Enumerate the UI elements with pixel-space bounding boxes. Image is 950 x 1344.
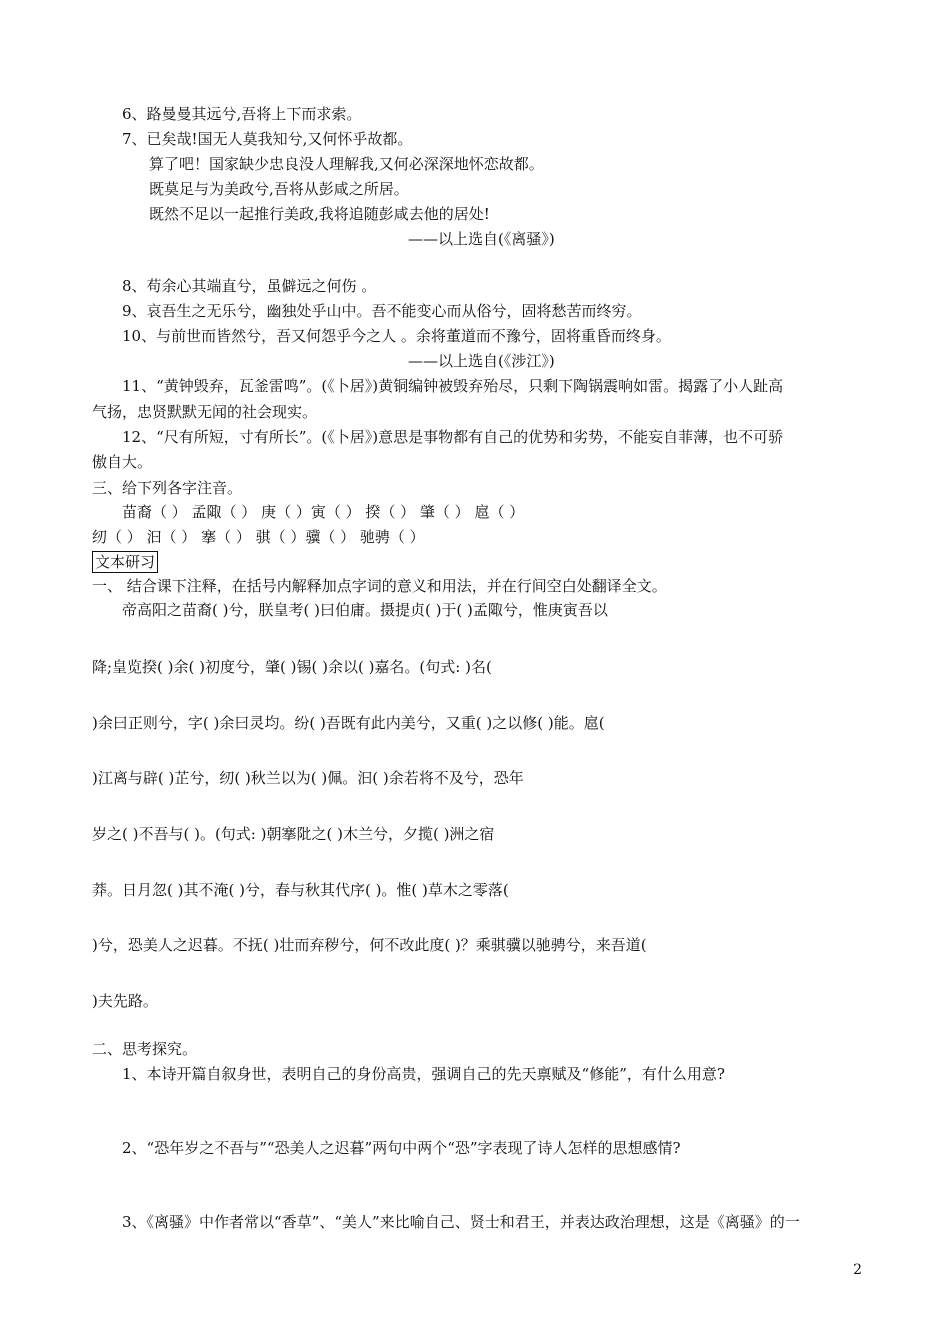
source-shejiang: ——以上选自(《涉江》) [408,352,555,370]
section-two-heading: 二、思考探究。 [92,1040,198,1058]
section-three-heading: 三、给下列各字注音。 [92,479,243,497]
pinyin-row-1: 苗裔（ ） 孟陬（ ） 庚（ ）寅（ ） 揆（ ） 肇（ ） 扈（ ） [122,503,525,521]
line-12-cont: 傲自大。 [92,453,153,471]
passage-line-1: 帝高阳之苗裔( )兮，朕皇考( )曰伯庸。摄提贞( )于( )孟陬兮，惟庚寅吾以 [122,601,608,619]
line-7-cont-translation: 既然不足以一起推行美政,我将追随彭咸去他的居处! [149,205,490,223]
page-number: 2 [853,1262,862,1278]
line-7-cont: 既莫足与为美政兮,吾将从彭咸之所居。 [149,180,409,198]
line-12: 12、“尺有所短，寸有所长”。(《卜居》)意思是事物都有自己的优势和劣势，不能妄自菲薄，也不可骄 [122,428,784,446]
question-2: 2、“恐年岁之不吾与”“恐美人之迟暮”两句中两个“恐”字表现了诗人怎样的思想感情? [122,1139,681,1157]
passage-line-7: )兮，恐美人之迟暮。不抚( )壮而弃秽兮，何不改此度( )？乘骐骥以驰骋兮，来吾道( [92,936,647,954]
passage-line-5: 岁之( )不吾与( )。(句式: )朝搴阰之( )木兰兮，夕揽( )洲之宿 [92,825,495,843]
line-11-cont: 气扬，忠贤默默无闻的社会现实。 [92,403,318,421]
question-1: 1、本诗开篇自叙身世，表明自己的身份高贵，强调自己的先天禀赋及“修能”，有什么用意? [122,1065,725,1083]
passage-line-6: 莽。日月忽( )其不淹( )兮，春与秋其代序( )。惟( )草木之零落( [92,881,509,899]
passage-line-8: )夫先路。 [92,992,158,1010]
line-9: 9、哀吾生之无乐兮，幽独处乎山中。吾不能变心而从俗兮，固将愁苦而终穷。 [122,302,642,320]
task-one-instruction: 一、 结合课下注释，在括号内解释加点字词的意义和用法，并在行间空白处翻译全文。 [92,577,667,595]
passage-line-2: 降;皇览揆( )余( )初度兮，肇( )锡( )余以( )嘉名。(句式: )名( [92,658,492,676]
question-3: 3、《离骚》中作者常以“香草”、“美人”来比喻自己、贤士和君王，并表达政治理想，这是《离骚》的一 [122,1213,800,1231]
passage-line-3: )余曰正则兮，字( )余曰灵均。纷( )吾既有此内美兮，又重( )之以修( )能。扈( [92,714,605,732]
line-10: 10、与前世而皆然兮，吾又何怨乎今之人 。余将董道而不豫兮，固将重昏而终身。 [122,327,671,345]
line-6: 6、路曼曼其远兮,吾将上下而求索。 [122,105,362,123]
line-7: 7、已矣哉!国无人莫我知兮,又何怀乎故都。 [122,130,413,148]
passage-line-4: )江离与辟( )芷兮，纫( )秋兰以为( )佩。汩( )余若将不及兮，恐年 [92,769,524,787]
line-11: 11、“黄钟毁弃，瓦釜雷鸣”。(《卜居》)黄铜编钟被毁弃殆尽，只剩下陶锅震响如雷。揭露了小人趾高 [122,377,784,395]
source-lisao: ——以上选自(《离骚》) [408,230,555,248]
line-8: 8、苟余心其端直兮，虽僻远之何伤 。 [122,277,377,295]
pinyin-row-2: 纫（ ） 汩（ ） 搴（ ） 骐（ ）骥（ ） 驰骋（ ） [92,528,425,546]
text-study-heading: 文本研习 [92,551,158,573]
line-7-translation: 算了吧！国家缺少忠良没人理解我,又何必深深地怀恋故都。 [149,155,544,173]
